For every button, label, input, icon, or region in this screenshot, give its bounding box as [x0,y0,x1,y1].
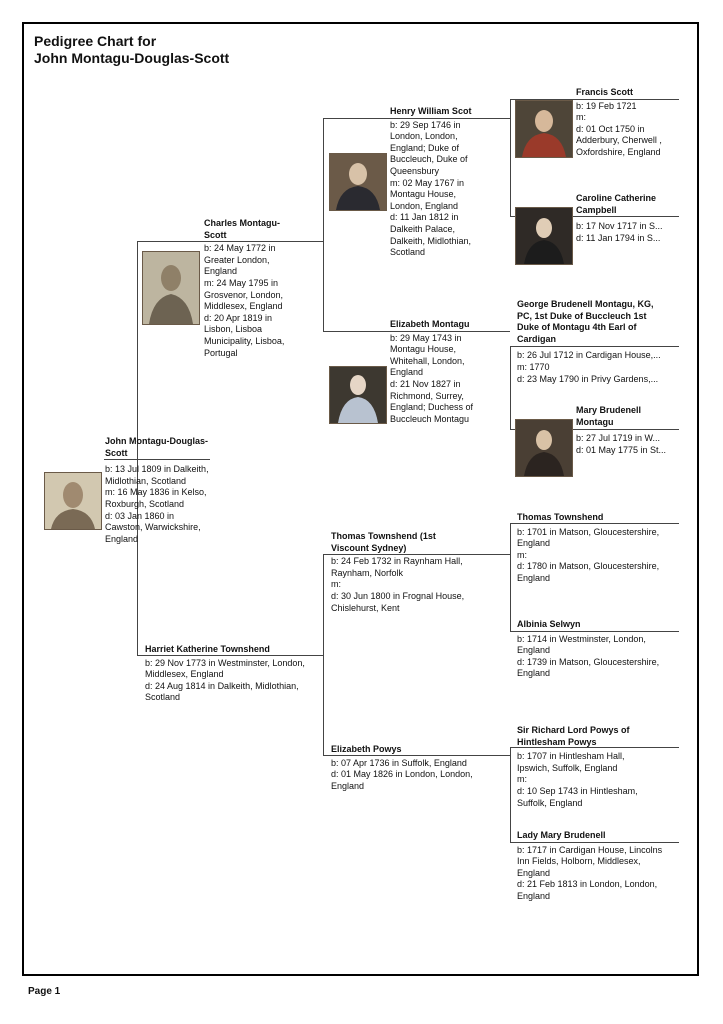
title-line-1: Pedigree Chart for [34,33,157,49]
connector [510,523,511,632]
portrait-henry-william-scot [329,153,387,211]
person-name: Thomas Townshend (1st Viscount Sydney) [331,531,436,553]
connector [323,554,324,756]
person-details: b: 07 Apr 1736 in Suffolk, England d: 01 May 1826 in London, London, England [331,757,473,791]
person-sir-richard-lord-powys [517,725,677,809]
person-details: b: 1701 in Matson, Gloucestershire, England m: d: 1780 in Matson, Gloucestershire, England [517,526,660,583]
person-name: Elizabeth Powys [331,744,402,754]
person-details: b: 13 Jul 1809 in Dalkeith, Midlothian, Scotland m: 16 May 1836 in Kelso, Roxburgh, Scotland d: 03 Jan 1860 in Cawston, Warwickshire, England [105,464,209,544]
person-name: John Montagu-Douglas-Scott [105,436,208,458]
portrait-charles-montagu-scott [142,251,200,325]
title-line-2: John Montagu-Douglas-Scott [34,50,230,66]
connector [510,747,511,843]
person-death: d: 01 May 1775 in St... [576,444,667,455]
person-details: b: 1714 in Westminster, London, England d: 1739 in Matson, Gloucestershire, England [517,633,660,679]
person-name: Mary Brudenell Montagu [576,405,642,427]
person-name: Albinia Selwyn [517,619,581,629]
person-albinia-selwyn [517,619,677,680]
person-john-montagu-douglas-scott [105,436,210,545]
person-name: George Brudenell Montagu, KG, PC, 1st Duke of Buccleuch 1st Duke of Montagu 4th Earl of Cardigan [517,299,654,344]
person-harriet-katherine-townshend [145,644,320,704]
person-francis-scott [576,87,678,159]
person-details: b: 19 Feb 1721 m: d: 01 Oct 1750 in Adderbury, Cherwell , Oxfordshire, England [576,100,662,157]
person-thomas-townshend [517,512,677,585]
person-details: b: 24 Feb 1732 in Raynham Hall, Raynham, Norfolk m: d: 30 Jun 1800 in Frognal House, Chislehurst, Kent [331,556,465,613]
portrait-john-montagu-douglas-scott [44,472,102,530]
connector [510,346,511,430]
page-number: Page 1 [28,986,61,997]
person-name: Caroline Catherine Campbell [576,193,657,215]
person-thomas-townshend-1st-viscount-sydney [331,531,509,614]
person-birth: b: 17 Nov 1717 in S... [576,221,663,232]
person-birth: b: 26 Jul 1712 in Cardigan House,... [517,350,661,361]
person-birth: b: 27 Jul 1719 in W... [576,433,661,444]
portrait-elizabeth-montagu [329,366,387,424]
page-title [34,33,229,67]
person-henry-william-scot [390,106,505,259]
person-elizabeth-powys [331,744,509,792]
connector [510,99,511,217]
person-elizabeth-montagu [390,319,505,425]
connector [323,118,324,331]
person-details: b: 1707 in Hintlesham Hall, Ipswich, Suffolk, England m: d: 10 Sep 1743 in Hintlesham, Suffolk, England [517,751,638,808]
person-mary-brudenell-montagu [576,405,678,456]
person-name: Thomas Townshend [517,512,604,522]
person-name: Henry William Scot [390,106,472,116]
person-details: b: 29 Sep 1746 in London, London, England; Duke of Buccleuch, Duke of Queensbury m: 02 May 1767 in Montagu House, London, England d: 11 Jan 1812 in Dalkeith Palace, Dalkeith, Midlothian, Scotland [390,119,472,258]
person-details: b: 29 May 1743 in Montagu House, Whitehall, London, England d: 21 Nov 1827 in Richmond, Surrey, England; Duchess of Buccleuch Montagu [390,332,474,424]
person-lady-mary-brudenell [517,830,677,903]
person-name: Sir Richard Lord Powys of Hintlesham Powys [517,725,630,747]
person-name: Charles Montagu-Scott [204,218,281,240]
person-name: Lady Mary Brudenell [517,830,606,840]
person-details: b: 24 May 1772 in Greater London, England m: 24 May 1795 in Grosvenor, London, Middlesex, England d: 20 Apr 1819 in Lisbon, Lisboa Municipality, Lisboa, Portugal [204,243,285,358]
person-george-brudenell-montagu [517,299,679,385]
person-details: b: 1717 in Cardigan House, Lincolns Inn Fields, Holborn, Middlesex, England d: 21 Feb 1813 in London, London, England [517,844,663,901]
portrait-francis-scott [515,100,573,158]
person-name: Elizabeth Montagu [390,319,470,329]
person-death: d: 11 Jan 1794 in S... [576,232,661,243]
person-details: b: 29 Nov 1773 in Westminster, London, Middlesex, England d: 24 Aug 1814 in Dalkeith, Midlothian, Scotland [145,657,305,703]
person-name: Harriet Katherine Townshend [145,644,270,654]
person-name: Francis Scott [576,87,634,97]
person-marriage: m: 1770 [517,361,550,372]
person-charles-montagu-scott [204,218,322,359]
portrait-caroline-catherine-campbell [515,207,573,265]
portrait-mary-brudenell-montagu [515,419,573,477]
person-death: d: 23 May 1790 in Privy Gardens,... [517,373,659,384]
person-caroline-catherine-campbell [576,193,678,244]
